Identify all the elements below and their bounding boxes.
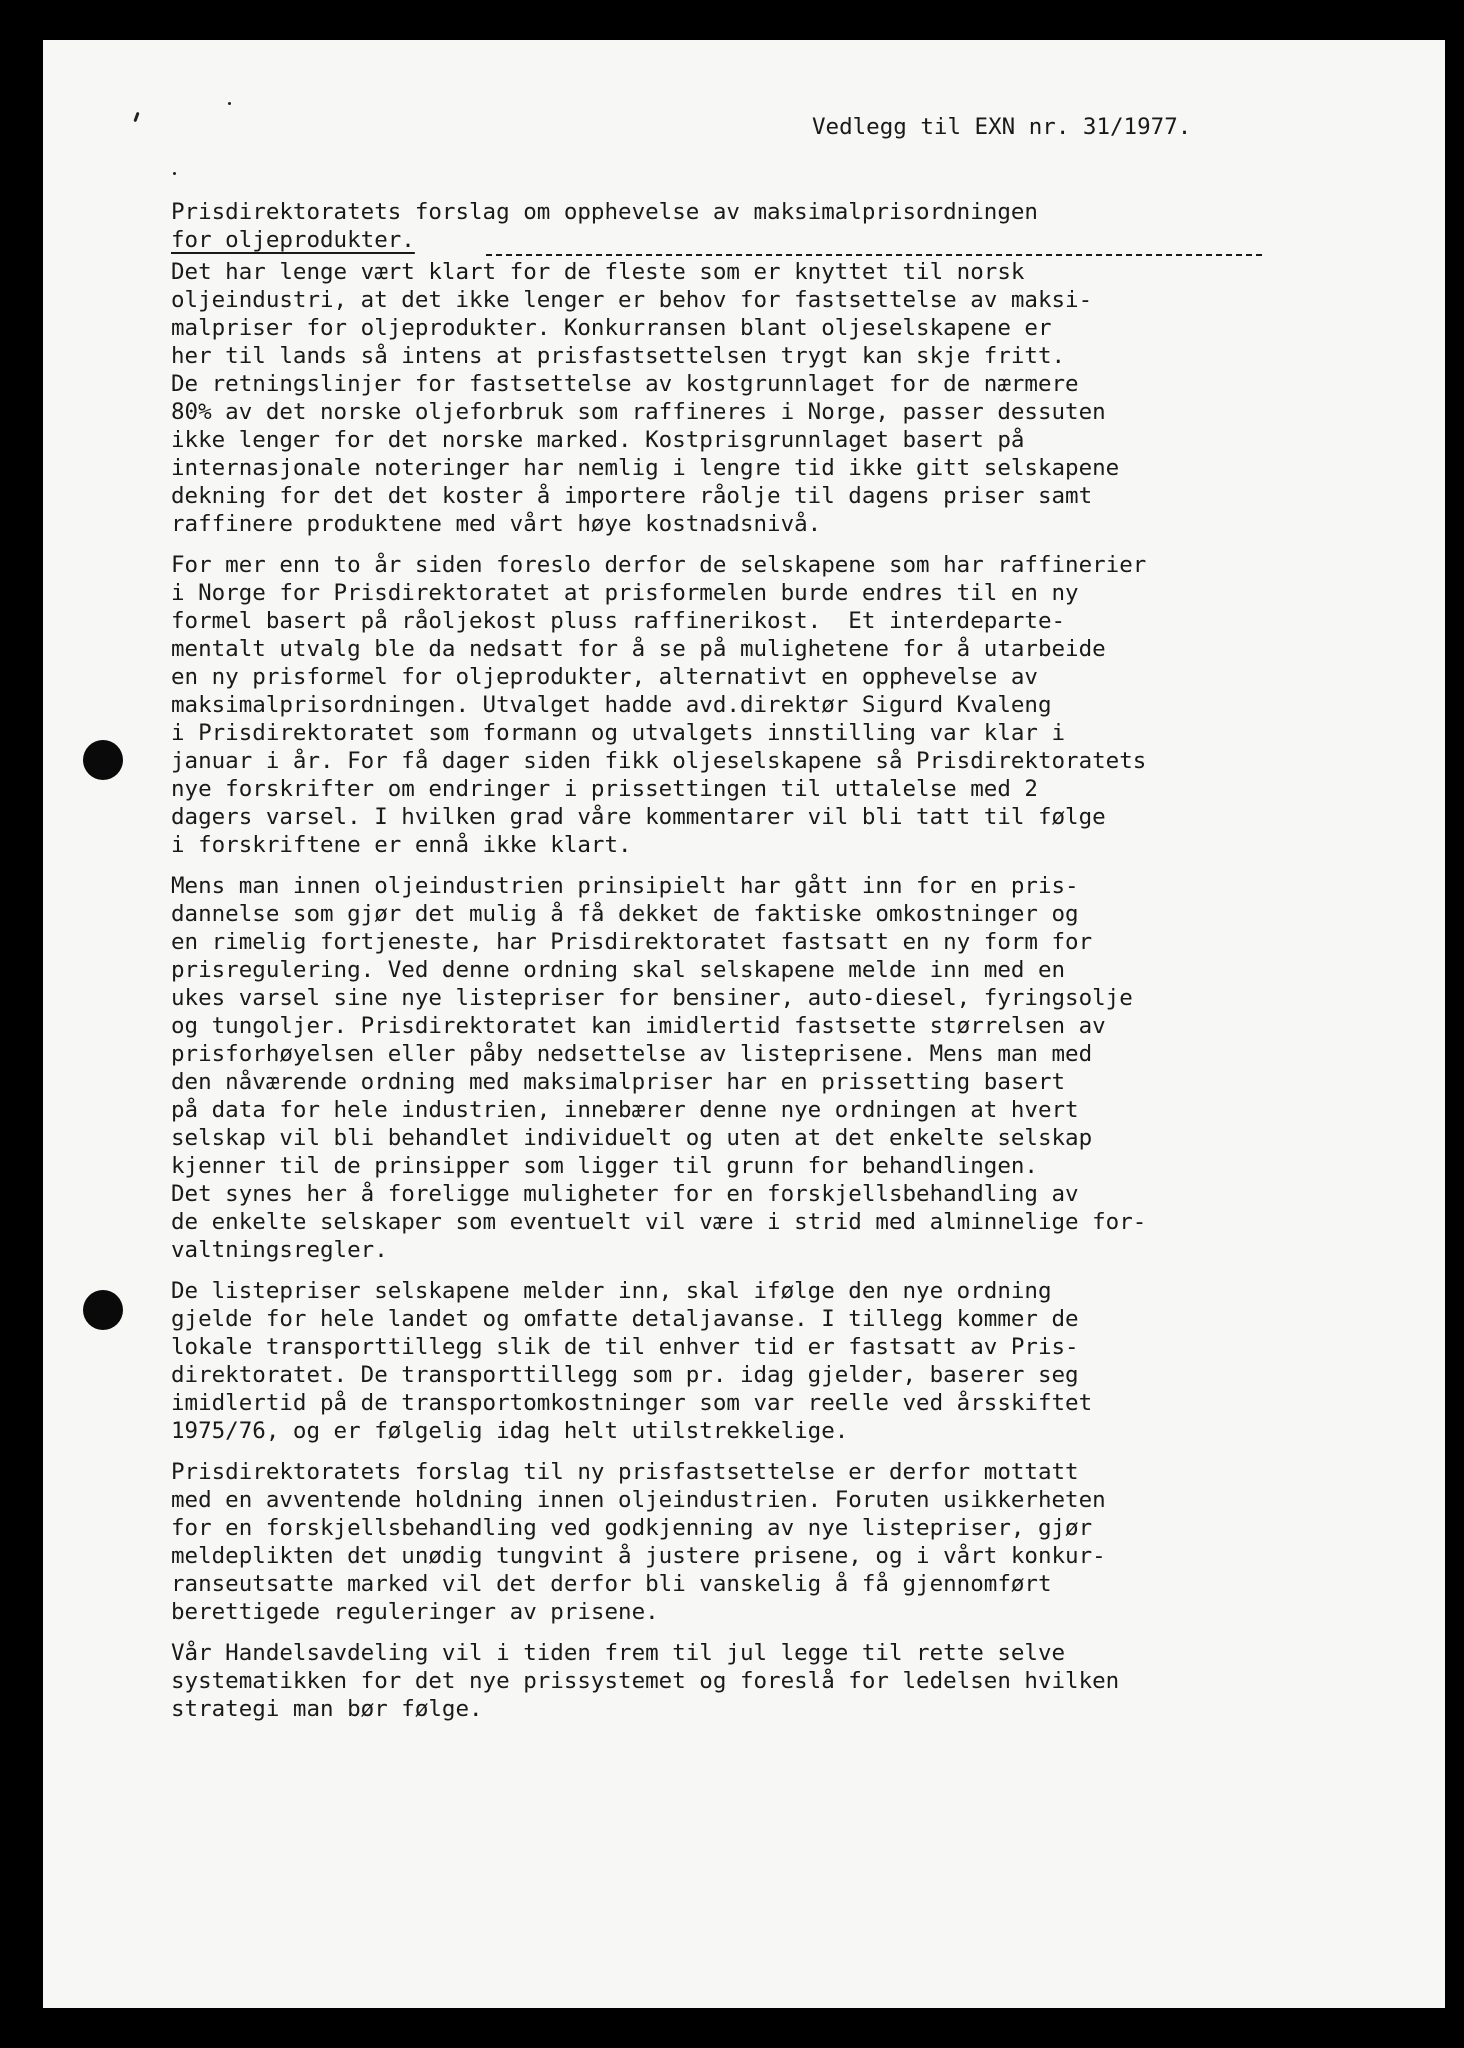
text-line: dannelse som gjør det mulig å få dekket de faktiske omkostninger og bbox=[171, 901, 1079, 927]
text-line: valtningsregler. bbox=[171, 1237, 388, 1263]
text-line: dagers varsel. I hvilken grad våre kommentarer vil bli tatt til følge bbox=[171, 804, 1106, 830]
paragraph-3 bbox=[171, 872, 1356, 1264]
text-line: De retningslinjer for fastsettelse av kostgrunnlaget for de nærmere bbox=[171, 371, 1079, 397]
text-line: en rimelig fortjeneste, har Prisdirektoratet fastsatt en ny form for bbox=[171, 929, 1093, 955]
text-line: mentalt utvalg ble da nedsatt for å se på mulighetene for å utarbeide bbox=[171, 636, 1106, 662]
text-line: i forskriftene er ennå ikke klart. bbox=[171, 832, 632, 858]
paragraph-6 bbox=[171, 1639, 1356, 1723]
punch-hole-lower bbox=[83, 1290, 123, 1330]
text-line: her til lands så intens at prisfastsettelsen trygt kan skje fritt. bbox=[171, 343, 1066, 369]
text-line: og tungoljer. Prisdirektoratet kan imidlertid fastsette størrelsen av bbox=[171, 1013, 1106, 1039]
text-line: selskap vil bli behandlet individuelt og uten at det enkelte selskap bbox=[171, 1125, 1093, 1151]
text-line: i Norge for Prisdirektoratet at prisformelen burde endres til en ny bbox=[171, 580, 1079, 606]
text-line: 1975/76, og er følgelig idag helt utilstrekkelige. bbox=[171, 1418, 849, 1444]
text-line: De listepriser selskapene melder inn, skal ifølge den nye ordning bbox=[171, 1278, 1052, 1304]
text-line: oljeindustri, at det ikke lenger er behov for fastsettelse av maksi- bbox=[171, 287, 1093, 313]
text-line: meldeplikten det unødig tungvint å justere prisene, og i vårt konkur- bbox=[171, 1543, 1106, 1569]
text-line: Det synes her å foreligge muligheter for en forskjellsbehandling av bbox=[171, 1181, 1079, 1207]
scan-speck bbox=[133, 112, 139, 122]
paragraph-5 bbox=[171, 1458, 1356, 1626]
text-line: for en forskjellsbehandling ved godkjenning av nye listepriser, gjør bbox=[171, 1515, 1093, 1541]
text-line: ikke lenger for det norske marked. Kostprisgrunnlaget basert på bbox=[171, 427, 1025, 453]
text-line: imidlertid på de transportomkostninger som var reelle ved årsskiftet bbox=[171, 1390, 1093, 1416]
text-line: med en avventende holdning innen oljeindustrien. Foruten usikkerheten bbox=[171, 1487, 1106, 1513]
scan-speck bbox=[173, 172, 176, 175]
text-line: på data for hele industrien, innebærer denne nye ordningen at hvert bbox=[171, 1097, 1079, 1123]
punch-hole-upper bbox=[83, 740, 123, 780]
text-line: ukes varsel sine nye listepriser for bensiner, auto-diesel, fyringsolje bbox=[171, 985, 1133, 1011]
text-line: formel basert på råoljekost pluss raffinerikost. Et interdeparte- bbox=[171, 608, 1066, 634]
text-line: Det har lenge vært klart for de fleste som er knyttet til norsk bbox=[171, 259, 1025, 285]
text-line: Vår Handelsavdeling vil i tiden frem til jul legge til rette selve bbox=[171, 1640, 1066, 1666]
document-body bbox=[171, 198, 1356, 1723]
text-line: systematikken for det nye prissystemet og foreslå for ledelsen hvilken bbox=[171, 1668, 1120, 1694]
text-line: berettigede reguleringer av prisene. bbox=[171, 1599, 659, 1625]
attachment-reference: Vedlegg til EXN nr. 31/1977. bbox=[812, 114, 1192, 140]
text-line: strategi man bør følge. bbox=[171, 1696, 483, 1722]
document-title-line-2: for oljeprodukter. bbox=[171, 227, 415, 253]
text-line: en ny prisformel for oljeprodukter, alternativt en opphevelse av bbox=[171, 664, 1038, 690]
text-line: internasjonale noteringer har nemlig i lengre tid ikke gitt selskapene bbox=[171, 455, 1120, 481]
text-line: raffinere produktene med vårt høye kostnadsnivå. bbox=[171, 511, 822, 537]
text-line: prisforhøyelsen eller påby nedsettelse av listeprisene. Mens man med bbox=[171, 1041, 1093, 1067]
scan-speck bbox=[228, 102, 231, 105]
text-line: gjelde for hele landet og omfatte detaljavanse. I tillegg kommer de bbox=[171, 1306, 1079, 1332]
text-line: direktoratet. De transporttillegg som pr. idag gjelder, baserer seg bbox=[171, 1362, 1079, 1388]
text-line: kjenner til de prinsipper som ligger til grunn for behandlingen. bbox=[171, 1153, 1038, 1179]
paragraph-1 bbox=[171, 258, 1356, 538]
text-line: lokale transporttillegg slik de til enhver tid er fastsatt av Pris- bbox=[171, 1334, 1079, 1360]
text-line: i Prisdirektoratet som formann og utvalgets innstilling var klar i bbox=[171, 720, 1066, 746]
text-line: de enkelte selskaper som eventuelt vil være i strid med alminnelige for- bbox=[171, 1209, 1147, 1235]
text-line: nye forskrifter om endringer i prissettingen til uttalelse med 2 bbox=[171, 776, 1038, 802]
paragraph-4 bbox=[171, 1277, 1356, 1445]
document-title-line-1: Prisdirektoratets forslag om opphevelse av maksimalprisordningen bbox=[171, 199, 1038, 225]
text-line: Mens man innen oljeindustrien prinsipielt har gått inn for en pris- bbox=[171, 873, 1079, 899]
paragraph-2 bbox=[171, 551, 1356, 859]
text-line: dekning for det det koster å importere råolje til dagens priser samt bbox=[171, 483, 1093, 509]
text-line: For mer enn to år siden foreslo derfor de selskapene som har raffinerier bbox=[171, 552, 1147, 578]
text-line: januar i år. For få dager siden fikk oljeselskapene så Prisdirektoratets bbox=[171, 748, 1147, 774]
text-line: ranseutsatte marked vil det derfor bli vanskelig å få gjennomført bbox=[171, 1571, 1052, 1597]
text-line: malpriser for oljeprodukter. Konkurransen blant oljeselskapene er bbox=[171, 315, 1052, 341]
text-line: 80% av det norske oljeforbruk som raffineres i Norge, passer dessuten bbox=[171, 399, 1106, 425]
text-line: Prisdirektoratets forslag til ny prisfastsettelse er derfor mottatt bbox=[171, 1459, 1079, 1485]
text-line: prisregulering. Ved denne ordning skal selskapene melde inn med en bbox=[171, 957, 1066, 983]
text-line: den nåværende ordning med maksimalpriser har en prissetting basert bbox=[171, 1069, 1066, 1095]
text-line: maksimalprisordningen. Utvalget hadde avd.direktør Sigurd Kvaleng bbox=[171, 692, 1052, 718]
